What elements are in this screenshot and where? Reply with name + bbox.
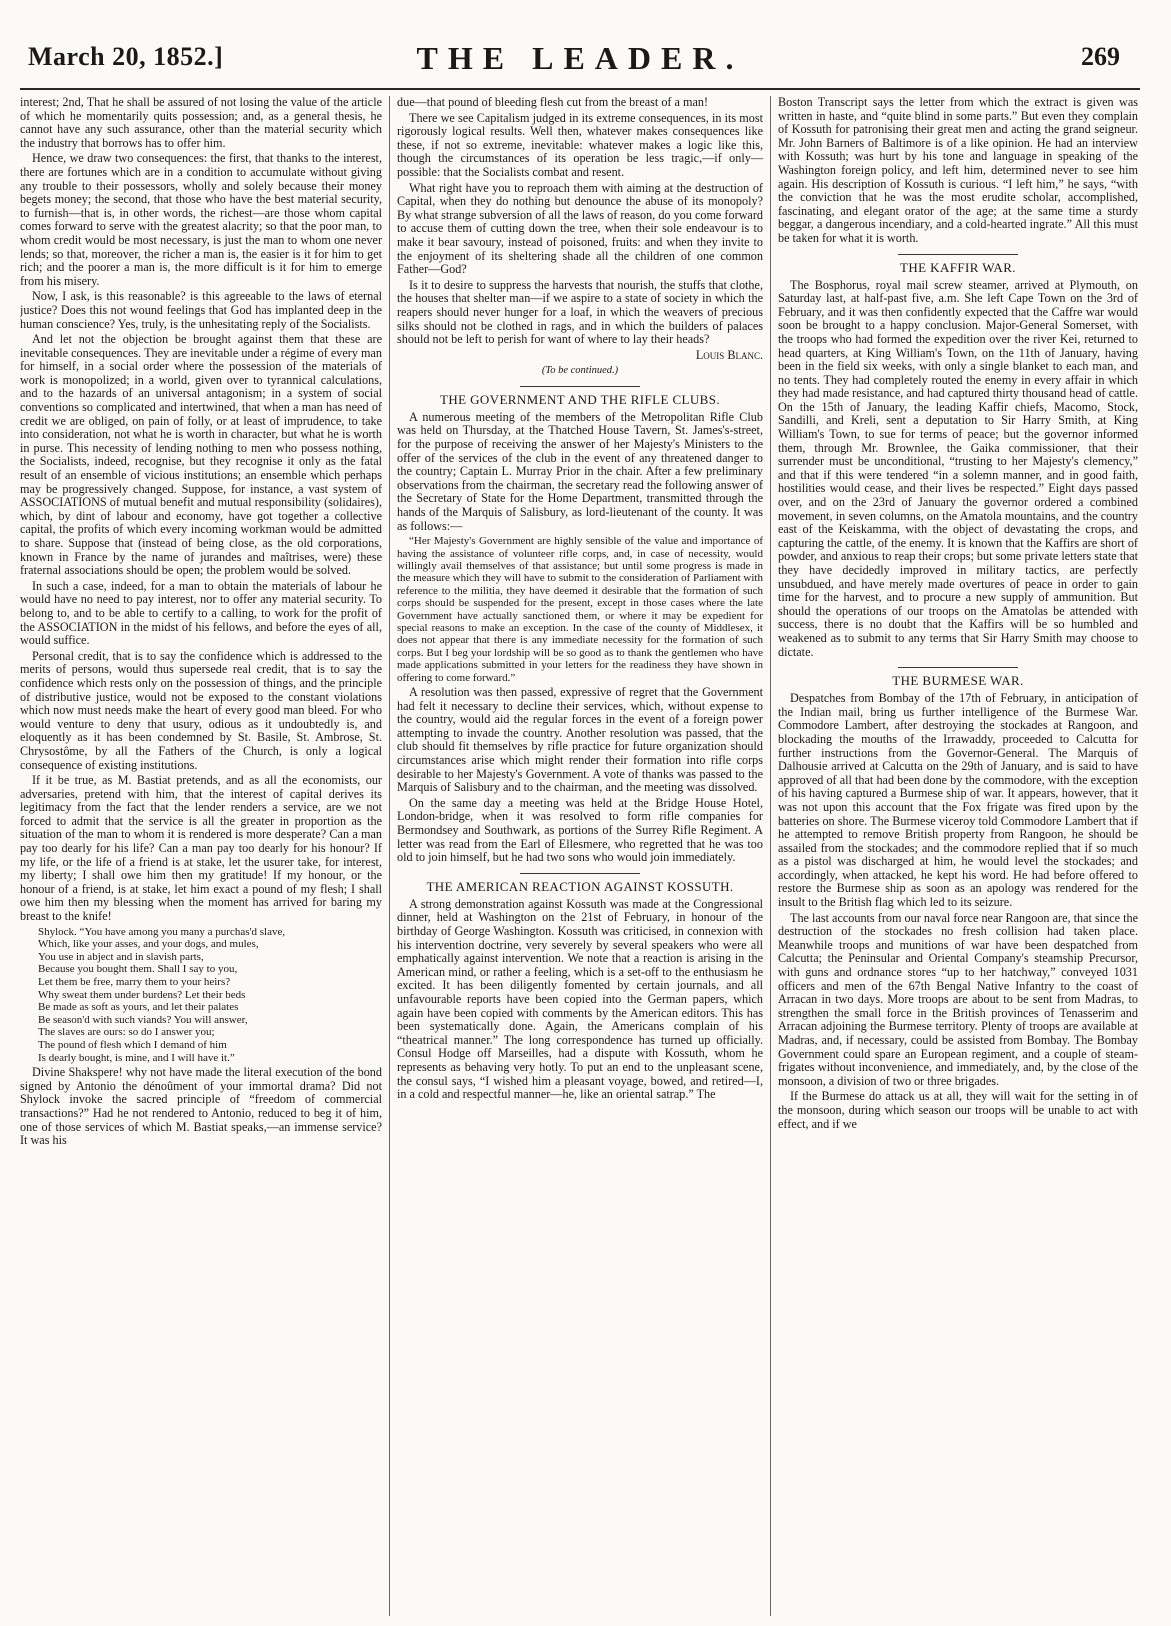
continuation-note: (To be continued.): [541, 365, 619, 377]
paragraph: A resolution was then passed, expressive of regret that the Government had felt it necessary to decline their services, which, without expense to the country, would aid the regular forces in the event of a foreign power attempting to invade the country. Another resolution was passed, that the club should fit themselves by rifle practice for future organization should circumstances arise which might render their formation into rifle corps desirable to her Majesty's Government. A vote of thanks was passed to the Marquis of Salisbury and to the chairman, and the meeting was dissolved.: [397, 685, 763, 795]
paragraph: Divine Shakspere! why not have made the literal execution of the bond signed by Antonio the dénoûment of your immortal drama? Did not Shylock invoke the sacred principle of “freedom of commercial transactions?” Had he not rendered to Antonio, reduced to beg it of him, one of those services of which M. Bastiat speaks,—an immense service? It was his: [20, 1065, 382, 1148]
section-rule: [898, 254, 1018, 255]
paragraph: A numerous meeting of the members of the Metropolitan Rifle Club was held on Thursday, at the Thatched House Tavern, St. James's-street, for the purpose of receiving the answer of her Majesty's Ministers to the offer of the services of the club in the event of any threatened danger to the country; Captain L. Murray Prior in the chair. After a few preliminary observations from the chairman, the secretary read the following answer of the Secretary of State for the Home Department, transmitted through the hands of the Marquis of Salisbury, as lord-lieutenant of the county. It was as follows:—: [397, 409, 763, 533]
paragraph: And let not the objection be brought against them that these are inevitable consequences. They are inevitable under a régime of every man for himself, in a social order where the possession of the materials of work is monopolized; in a world, given over to tyrannical calculations, and to the hazards of an universal antagonism; in a system of social conventions so complicated and intertwined, that when a man has need of credit we are obliged, on pain of folly, or at least of imprudence, to take into consideration, not what he is worth in character, but what he is worth in purse. This necessity of lending nothing to men who possess nothing, the Socialists, indeed, recognise, but they recognise it only as the fatal result of an ensemble of vicious institutions; an ensemble which perhaps may be progressively changed. Suppose, for instance, a vast system of ASSOCIATIONS of mutual benefit and mutual responsibility (solidaires), which, by dint of labour and economy, have got together a collective capital, the profits of which every incoming workman would be admitted to share. Suppose that (instead of being close, as the old corporations, known in France by the name of jurandes and maîtrises, were) these fraternal associations should be open; the problem would be solved.: [20, 332, 382, 578]
column-divider: [389, 96, 390, 1616]
author-signature: Louis Blanc.: [695, 347, 763, 362]
section-rule: [520, 386, 640, 387]
paragraph: If it be true, as M. Bastiat pretends, and as all the economists, our adversaries, pretend with him, that the interest of capital derives its legitimacy from the fact that the lender renders a service, are we not forced to admit that the service is all the greater in proportion as the situation of the man to whom it is rendered is more desperate? Can a man pay too dearly for his life? Can a man pay too dearly for his honour? If my life, or the life of a friend is at stake, let the usurer take, for interest, my liberty; I shall owe him then my gratitude! If my honour, or the honour of a friend, is at stake, let him exact a pound of my flesh; I shall owe him then my blessing when the moment has arrived for baring my breast to the knife!: [20, 773, 382, 924]
issue-date: March 20, 1852.]: [28, 42, 224, 71]
newspaper-title: THE LEADER.: [416, 40, 744, 76]
paragraph: Boston Transcript says the letter from which the extract is given was written in haste, and “quite blind in some parts.” But even they complain of Kossuth for patronising their great men and acting the grand seigneur. Mr. John Barners of Baltimore is of a like opinion. He had an interview with Kossuth; was hurt by his tone and language in speaking of the Washington foreign policy, and left him, determined never to see him again. His description of Kossuth is curious. “I left him,” he says, “with the conviction that he was the most erudite scholar, accomplished, fascinating, and elegant orator of the age; at the same time a sturdy beggar, a dangerous incendiary, and a cold-hearted ingrate.” All this must be taken for what it is worth.: [778, 96, 1138, 245]
masthead: [20, 40, 1140, 84]
column-divider: [770, 96, 771, 1616]
paragraph: Despatches from Bombay of the 17th of February, in anticipation of the Indian mail, bring us further intelligence of the Burmese War. Commodore Lambert, after destroying the stockades at Rangoon, and blockading the mouths of the Irrawaddy, proceeded to Calcutta for further instructions from the Governor-General. The Marquis of Dalhousie arrived at Calcutta on the 29th of January, and is said to have approved of all that had been done by the commodore, with the exception of his having captured a Burmese ship of war. It appears, however, that it was not upon this account that the Fox frigate was fired upon by the batteries on shore. The Burmese viceroy told Commodore Lambert that if he attempted to remove British property from Rangoon, he should be assailed from the stockades; and the commodore replied that if so much as a pistol was discharged at him, he would level the stockades; and accordingly, when attacked, he kept his word. He had before offered to restore the Burmese ship as soon as an apology was rendered for the insult to the British flag which led to its seizure.: [778, 691, 1138, 910]
article-heading: THE KAFFIR WAR.: [900, 259, 1016, 275]
section-rule: [898, 667, 1018, 668]
paragraph: Is it to desire to suppress the harvests that nourish, the stuffs that clothe, the houses that shelter man—if we aspire to a state of society in which the reapers should never hunger for a loaf, in which the weavers of precious silks should not be clothed in rags, and in which the builders of palaces should not be left to perish for want of where to lay their heads?: [397, 277, 763, 347]
paragraph: interest; 2nd, That he shall be assured of not losing the value of the article of which he momentarily quits possession; and, as a general thesis, he cannot have any such assurance, other than the material security which the industry that borrows has to offer him.: [20, 96, 382, 150]
paragraph: What right have you to reproach them with aiming at the destruction of Capital, when they do nothing but denounce the abuse of its monopoly? By what strange subversion of all the laws of reason, do you come forward to accuse them of cutting down the tree, when their sole endeavour is to make it bear savoury, instead of poisoned, fruits: and when they invite to the enjoyment of its sheltering shade all the children of one common Father—God?: [397, 180, 763, 277]
paragraph: If the Burmese do attack us at all, they will wait for the setting in of the monsoon, during which season our troops will be unable to act with effect, and if we: [778, 1089, 1138, 1131]
paragraph: The last accounts from our naval force near Rangoon are, that since the destruction of the stockades no fresh collision had taken place. Meanwhile troops and munitions of war have been despatched from Calcutta; the Peninsular and Oriental Company's steamship Precursor, with guns and ordnance stores “up to her hatchway,” conveyed 1031 officers and men of the 67th Bengal Native Infantry to the coast of Arracan in two days. More troops are about to be sent from Madras, to strengthen the small force in the British provinces of Tenasserim and Arracan adjoining the Burmese territory. Plenty of troops are available at Madras, and, if necessary, could be assisted from Bombay. The Bombay Government could spare an European regiment, and a couple of steam-frigates without inconvenience, and immediately, and, by the close of the monsoon, a division of two or three brigades.: [778, 910, 1138, 1088]
paragraph: Hence, we draw two consequences: the first, that thanks to the interest, there are fortunes which are in a condition to accumulate without giving any trouble to their possessors, wholly and solely because their money begets money; the second, that those who have the best material security, to furnish—that is, in other words, the richest—are those whom capital comes forward to serve with the greatest alacrity; so that the poor man, to whom credit would be most necessary, is just the man to whom one never lends; so that, moreover, the richer a man is, the easier is it for him to get rich; and the poorer a man is, the more difficult is it for him to emerge from his misery.: [20, 151, 382, 288]
section-rule: [520, 873, 640, 874]
article-heading: THE BURMESE WAR.: [892, 673, 1024, 689]
article-heading: THE AMERICAN REACTION AGAINST KOSSUTH.: [426, 878, 734, 894]
paragraph: In such a case, indeed, for a man to obtain the materials of labour he would have no need to pay interest, nor to offer any material security. To belong to, and to be able to certify to a calling, to work for the profit of the ASSOCIATION in the midst of his fellows, and before the eyes of all, would suffice.: [20, 578, 382, 648]
paragraph: A strong demonstration against Kossuth was made at the Congressional dinner, held at Washington on the 21st of February, in honour of the birthday of George Washington. Kossuth was criticised, in connexion with his intervention doctrine, very severely by several speakers who were all emphatically against intervention. We note that a reaction is arising in the American mind, or rather a feeling, which is a set-off to the enthusiasm he excited. It has been diligently fomented by certain journals, and all unfavourable reports have been copied into the German papers, which again have been copied with comments by the American editors. This has been systematically done. Again, the Americans complain of his “theatrical manner.” The long correspondence has turned up officially. Consul Hodge off Marseilles, had a dispute with Kossuth, whom he represents as behaving very hotly. To put an end to the unpleasant scene, the consul says, “I wished him a pleasant voyage, bowed, and retired—I, in a cold and respectful manner—he, like an oriental satrap.” The: [397, 896, 763, 1102]
paragraph: There we see Capitalism judged in its extreme consequences, in its most rigorously logical results. Well then, whatever makes consequences like these, if not so extreme, inevitable: whatever makes a logic like this, though the circumstances of its operation be less tragic,—if only—possible: that the Socialists combat and resent.: [397, 110, 763, 179]
paragraph: On the same day a meeting was held at the Bridge House Hotel, London-bridge, when it was resolved to form rifle companies for Bermondsey and Southwark, as portions of the Surrey Rifle Regiment. A letter was read from the Earl of Ellesmere, who regretted that he was too old to join himself, but he had two sons who would join immediately.: [397, 795, 763, 865]
paragraph: due—that pound of bleeding flesh cut from the breast of a man!: [397, 96, 709, 109]
column-2: [397, 96, 763, 1616]
paragraph: Personal credit, that is to say the confidence which is addressed to the merits of persons, would thus supersede real credit, that is to say the confidence which rests only on the possession of things, and the principle of distributive justice, would not be exposed to the constant violations which now must needs make the heart of every good man bleed. For who would venture to deny that usury, odious as it undoubtedly is, and eloquently as it has been condemned by St. Basile, St. Ambrose, St. Chrysostôme, by all the Fathers of the Church, is only a logical consequence of existing institutions.: [20, 648, 382, 772]
column-3: [778, 96, 1138, 1616]
header-rule: [20, 88, 1140, 90]
column-1: [20, 96, 382, 1616]
article-heading: THE GOVERNMENT AND THE RIFLE CLUBS.: [439, 391, 721, 407]
quoted-letter: “Her Majesty's Government are highly sensible of the value and importance of having the assistance of volunteer rifle corps, and, in case of necessity, would willingly avail themselves of that assistance; but until some progress is made in the measure which they will have to submit to the consideration of Parliament with reference to the militia, they have deemed it desirable that the formation of such corps should be suspended for the present, except in those cases where the late Government have actually sanctioned them, or where it may be expedient for special reasons to make an exception. In the case of the county of Middlesex, it does not appear that there is any immediate necessity for the formation of such corps. But I beg your lordship will be so good as to thank the gentlemen who have made applications submitted in your letters for the readiness they have shown in offering to come forward.”: [397, 535, 763, 684]
paragraph: Now, I ask, is this reasonable? is this agreeable to the laws of eternal justice? Does this not wound feelings that God has implanted deep in the human conscience? Yes, truly, is the unhesitating reply of the Socialists.: [20, 289, 382, 331]
page-number: 269: [1081, 42, 1120, 71]
paragraph: The Bosphorus, royal mail screw steamer, arrived at Plymouth, on Saturday last, at half-past five, a.m. She left Cape Town on the 3rd of February, and it was then confidently expected that the Caffre war would soon be brought to a happy conclusion. Major-General Somerset, with the troops who had formed the expedition over the river Kei, returned to head quarters, at King William's Town, on the 11th of January, having been in the field six weeks, with only a single blanket to each man, and no tents. They had completely routed the enemy in every affair in which they had made resistance, and had captured thirty thousand head of cattle. On the 15th of January, the leading Kaffir chiefs, Macomo, Stock, Sandilli, and Kreli, sent a deputation to Sir Harry Smith, at King William's Town, to sue for terms of peace; but the governor informed them, through Mr. Brownlee, the Gaika commissioner, that their surrender must be unconditional, “trusting to her Majesty's clemency,” and that if this were tendered “in a solemn manner, and in good faith, hostilities would cease, and their lives be respected.” Eight days passed over, and on the 23rd of January the governor ordered a combined movement, in seven columns, on the Amatola mountains, and the country east of the Keiskamma, with the object of devastating the crops, and capturing the cattle, of the enemy. It is known that the Kaffirs are short of powder, and anxious to reap their crops; but some private letters state that they have decidedly improved in military tactics, are perfectly unsubdued, and have merely made overtures of peace in order to gain time for the harvest, and to procure a new supply of ammunition. But should the operations of our troops on the Amatolas be attended with success, there is no doubt that the Kaffirs will be so humbled and weakened as to submit to any terms that Sir Harry Smith may choose to dictate.: [778, 277, 1138, 659]
shakespeare-quotation: Shylock. “You have among you many a purchas'd slave, Which, like your asses, and your dogs, and mules, You use in abject and in slavish parts, Because you bought them. Shall I say to you, Let them be free, marry them to your heirs? Why sweat them under burdens? Let their beds Be made as soft as yours, and let their palates Be season'd with such viands? You will answer, The slaves are ours: so do I answer you; The pound of flesh which I demand of him Is dearly bought, is mine, and I will have it.”: [38, 925, 286, 1064]
